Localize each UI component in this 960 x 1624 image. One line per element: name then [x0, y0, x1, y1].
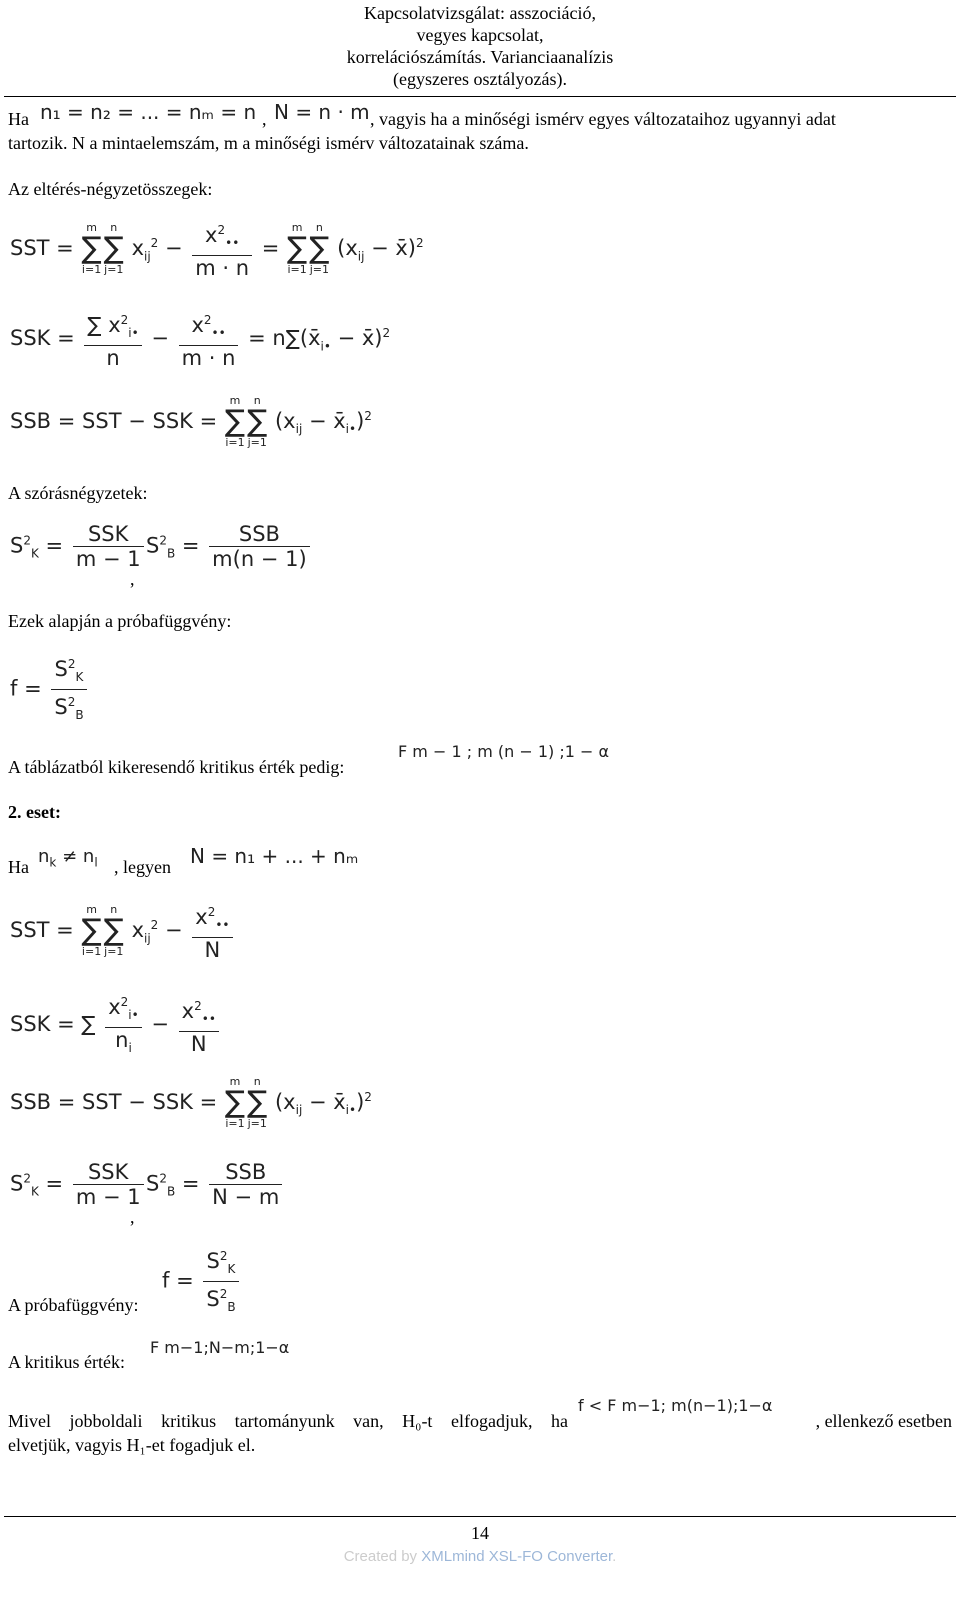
- case2-legyen: , legyen: [114, 857, 171, 877]
- ss-heading: Az eltérés-négyzetösszegek:: [8, 179, 213, 199]
- formula-critical-1: F m − 1 ; m (n − 1) ;1 − α: [398, 742, 610, 761]
- intro-comma: ,: [262, 109, 267, 129]
- page-number: 14: [471, 1523, 489, 1543]
- intro-ha: Ha: [8, 109, 29, 129]
- conclusion-text-1: Mivel jobboldali kritikus tartományunk van, H₀-t elfogadjuk, ha: [8, 1411, 568, 1431]
- credit-prefix: Created by: [343, 1548, 418, 1565]
- test-heading: Ezek alapján a próbafüggvény:: [8, 611, 232, 631]
- formula-equal-groups-text: n₁ = n₂ = ... = nₘ = n: [40, 100, 257, 124]
- formula-test-f-2: f = $\frac{S^2_K}{S^2_B}$: [162, 1244, 242, 1319]
- formula-variance-k: $S^2_K$ = $\frac{\text{SSK}}{m - 1}$: [10, 522, 147, 571]
- header-line-4: (egyszeres osztályozás).: [393, 69, 567, 89]
- formula-variance-k-2: $S^2_K$ = $\frac{\text{SSK}}{m - 1}$: [10, 1160, 147, 1209]
- footer-rule: [4, 1516, 956, 1517]
- intro-rest: , vagyis ha a minőségi ismérv egyes változataihoz ugyannyi adat: [370, 109, 836, 129]
- variance-comma-2: ,: [130, 1207, 135, 1227]
- test-label-2: A próbafüggvény:: [8, 1295, 139, 1315]
- intro-line-2: tartozik. N a mintaelemszám, m a minőségi ismérv változatainak száma.: [8, 133, 529, 153]
- formula-ssb: SSB = SST − SSK = m ∑ i=1 n ∑ j=1 ($x_{ij}$ − $x̄_{i•})^2$: [10, 394, 372, 449]
- critical-text: A táblázatból kikeresendő kritikus érték pedig:: [8, 757, 345, 777]
- formula-total-n: [274, 100, 370, 124]
- header-line-2: vegyes kapcsolat,: [416, 25, 544, 45]
- running-header: [0, 2, 960, 90]
- formula-variance-b-2: $S^2_B$ = $\frac{\text{SSB}}{N - m}$: [146, 1160, 285, 1209]
- variance-heading: A szórásnégyzetek:: [8, 483, 148, 503]
- formula-variance-b: $S^2_B$ = $\frac{\text{SSB}}{m(n - 1)}$: [146, 522, 313, 571]
- formula-ssk-2: SSK = ∑ $\frac{x^2_{i•}}{n_i}$ − $\frac{x^2_{••}}{N}$: [10, 990, 222, 1060]
- formula-n-sum: N = n₁ + ... + nₘ: [190, 844, 359, 868]
- formula-ssb-2: SSB = SST − SSK = m ∑ i=1 n ∑ j=1 ($x_{ij}$ − $x̄_{i•})^2$: [10, 1075, 372, 1130]
- case2-ha: Ha: [8, 857, 29, 877]
- formula-ssk: SSK = $\frac{\sum x^2_{i•}}{n}$ − $\frac{x^2_{••}}{m \cdot n}$ = $n\sum(x̄_{i•}$ − x̄)$^2$: [10, 308, 390, 370]
- formula-sst: SST = m ∑ i=1 n ∑ j=1 $x_{ij}^2$ − $\frac{x^2_{••}}{m \cdot n}$ = m ∑ i=1 n ∑ j=1 ($x_{ij}$ − x̄)$^2$: [10, 218, 424, 280]
- critical-label-2: A kritikus érték:: [8, 1352, 125, 1372]
- header-line-3: korrelációszámítás. Varianciaanalízis: [346, 47, 614, 67]
- credit-suffix: .: [612, 1548, 617, 1565]
- formula-test-f: f = $\frac{S^2_K}{S^2_B}$: [10, 652, 90, 727]
- credit-link[interactable]: XMLmind XSL-FO Converter: [421, 1548, 613, 1565]
- case2-title: 2. eset:: [8, 802, 61, 822]
- formula-decision: f < F m−1; m(n−1);1−α: [578, 1396, 773, 1415]
- formula-total-n-text: N = n · m: [274, 100, 370, 124]
- conclusion-text-3: elvetjük, vagyis H₁-et fogadjuk el.: [8, 1435, 256, 1455]
- formula-unequal: $n_k \ne n_l$: [38, 846, 98, 870]
- footer-credit: [0, 1548, 960, 1565]
- header-line-1: Kapcsolatvizsgálat: asszociáció,: [364, 3, 596, 23]
- header-rule: [4, 96, 956, 97]
- conclusion-text-2: , ellenkező esetben: [815, 1411, 952, 1431]
- formula-sst-2: SST = m ∑ i=1 n ∑ j=1 $x_{ij}^2$ − $\frac{x^2_{••}}{N}$: [10, 900, 236, 962]
- formula-critical-2: F m−1;N−m;1−α: [150, 1338, 290, 1357]
- formula-equal-groups: [40, 100, 256, 124]
- variance-comma: ,: [130, 569, 135, 589]
